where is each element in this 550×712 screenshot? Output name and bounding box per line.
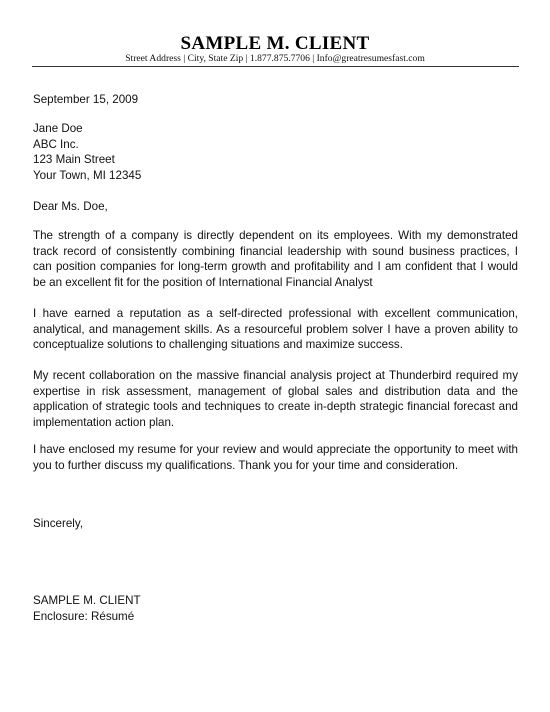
letter-date: September 15, 2009 bbox=[33, 93, 139, 106]
letterhead-contact-line: Street Address | City, State Zip | 1.877.875.7706 | Info@greatresumesfast.com bbox=[125, 53, 425, 64]
letterhead-name: SAMPLE M. CLIENT bbox=[180, 33, 370, 54]
body-paragraph: I have enclosed my resume for your review and would appreciate the opportunity to meet with you to further discuss my qualifications. Thank you for your time and consideration. bbox=[33, 443, 518, 472]
body-paragraph: My recent collaboration on the massive financial analysis project at Thunderbird required my expertise in risk assessment, management of global sales and distribution data and the application of strategic tools and techniques to create in-depth strategic financial forecast and implementation action plan. bbox=[33, 369, 518, 430]
recipient-company: ABC Inc. bbox=[33, 137, 79, 151]
closing: Sincerely, bbox=[33, 517, 84, 530]
signature-name: SAMPLE M. CLIENT bbox=[33, 594, 141, 607]
recipient-address bbox=[33, 121, 141, 184]
salutation: Dear Ms. Doe, bbox=[33, 200, 108, 213]
body-paragraph: I have earned a reputation as a self-directed professional with excellent communication, analytical, and management skills. As a resourceful problem solver I have a proven ability to conceptualize solutions to challenging situations and maximize success. bbox=[33, 307, 518, 352]
enclosure-line: Enclosure: Résumé bbox=[33, 609, 135, 623]
body-paragraph: The strength of a company is directly dependent on its employees. With my demonstrated track record of consistently combining financial leadership with sound business practices, I can position companies for long-term growth and profitability and I am confident that I would be an excellent fit for the position of International Financial Analyst bbox=[33, 229, 518, 290]
signature-block bbox=[33, 593, 141, 624]
recipient-name: Jane Doe bbox=[33, 122, 83, 135]
recipient-street: 123 Main Street bbox=[33, 153, 115, 167]
recipient-city: Your Town, MI 12345 bbox=[33, 169, 142, 183]
letterhead-divider bbox=[32, 66, 519, 67]
